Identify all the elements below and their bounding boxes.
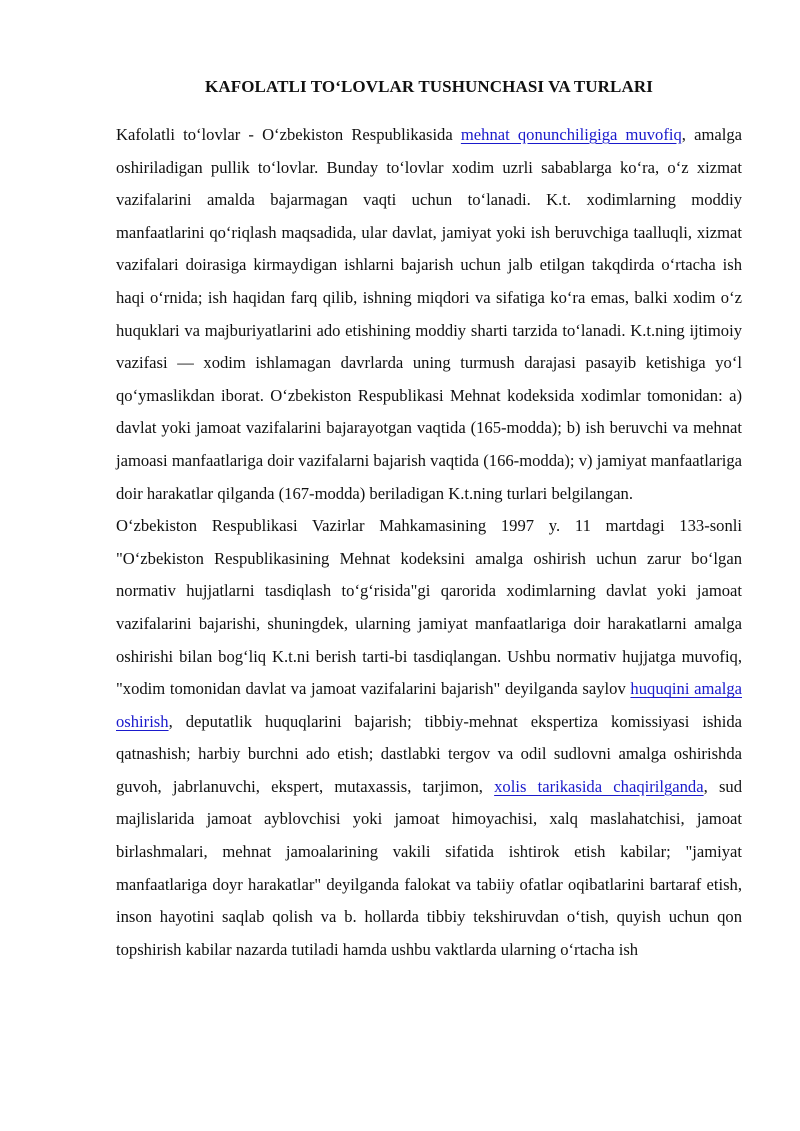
paragraph-text: , sud majlislarida jamoat ayblovchisi yoki jamoat himoyachisi, xalq maslahatchisi, jamoat birlashmalari, mehnat jamoalarining vakili sifatida ishtirok etish kabilar; "jamiyat manfaatlariga doyr harakatlar" deyilganda falokat va tabiiy ofatlar oqibatlarini bartaraf etish, inson hayotini saqlab qolish va b. hollarda tibbiy tekshiruvdan o‘tish, quyish uchun qon topshirish kabilar nazarda tutiladi hamda ushbu vaktlarda ularning o‘rtacha ish [116,776,743,959]
paragraph-regulation [116,510,742,966]
link-exercise-right[interactable]: huquqini amalga oshirish [116,679,742,731]
paragraph-text: , amalga oshiriladigan pullik to‘lovlar. Bunday to‘lovlar xodim uzrli sabablarga ko‘ra, o‘z xizmat vazifalarini amalda bajarmagan vaqti uchun to‘lanadi. K.t. xodimlarning moddiy manfaatlarini qo‘riqlash maqsadida, ular davlat, jamiyat yoki ish beruvchiga taalluqli, xizmat vazifalari doirasiga kirmaydigan ishlarni bajarish uchun jalb etilgan takqdirda o‘rtacha ish haqi o‘rnida; ish haqidan farq qilib, ishning miqdori va sifatiga ko‘ra emas, balki xodim o‘z huquklari va majburiyatlarini ado etishining moddiy sharti tarzida to‘lanadi. K.t.ning ijtimoiy vazifasi — xodim ishlamagan davrlarda uning turmush darajasi pasayib ketishiga yo‘l qo‘ymaslikdan iborat. O‘zbekiston Respublikasi Mehnat kodeksida xodimlar tomonidan: a) davlat yoki jamoat vazifalarini bajarayotgan vaqtida (165-modda); b) ish beruvchi va mehnat jamoasi manfaatlariga doir vazifalarni bajarish vaqtida (166-modda); v) jamiyat manfaatlariga doir harakatlar qilganda (167-modda) beriladigan K.t.ning turlari belgilangan. [116,125,742,503]
link-labor-legislation[interactable]: mehnat qonunchiligiga muvofiq [460,125,682,144]
link-witness-summoned[interactable]: xolis tarikasida chaqirilganda [494,776,704,796]
paragraph-text: , deputatlik huquqlarini bajarish; tibbiy-mehnat ekspertiza komissiyasi ishida qatnashish; harbiy burchni ado etish; dastlabki tergov va odil sudlovni amalga oshirishda guvoh, jabrlanuvchi, ekspert, mutaxassis, tarjimon, [116,711,742,796]
paragraph-text: O‘zbekiston Respublikasi Vazirlar Mahkamasining 1997 y. 11 martdagi 133-sonli "O‘zbekiston Respublikasining Mehnat kodeksini amalga oshirish uchun zarur bo‘lgan normativ hujjatlarni tasdiqlash to‘g‘risida"gi qarorida xodimlarning davlat yoki jamoat vazifalarini bajarishi, shuningdek, ularning jamiyat manfaatlariga doir harakatlarni amalga oshirishi bilan bog‘liq K.t.ni berish tarti-bi tasdiqlangan. Ushbu normativ hujjatga muvofiq, "xodim tomonidan davlat va jamoat vazifalarini bajarish" deyilganda saylov [116,516,742,699]
paragraph-text: Kafolatli to‘lovlar - O‘zbekiston Respublikasida [116,125,461,144]
paragraph-definition [116,119,742,510]
page-title: KAFOLATLI TO‘LOVLAR TUSHUNCHASI VA TURLARI [205,77,653,96]
